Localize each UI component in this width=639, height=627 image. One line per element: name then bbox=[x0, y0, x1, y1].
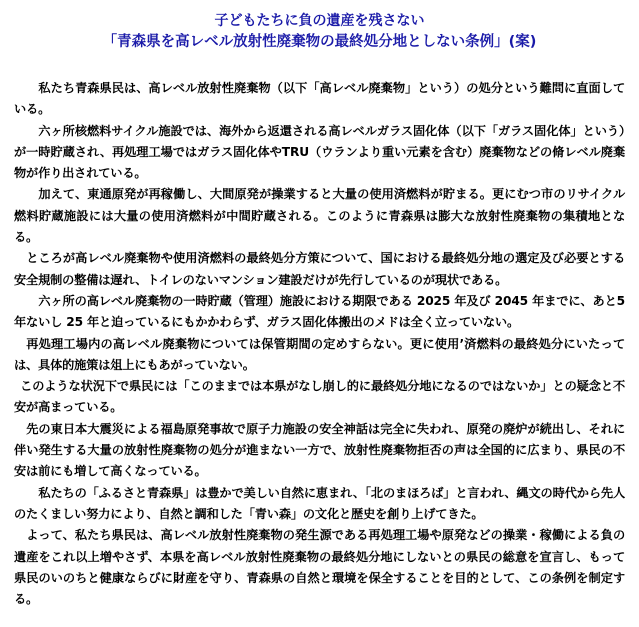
paragraph-9: 私たちの「ふるさと青森県」は豊かで美しい自然に恵まれ、「北のまほろば」と言われ、縄文の時代から先人のたくましい努力により、自然と調和した「青い森」の文化と歴史を創り上げてきた。 bbox=[14, 485, 625, 521]
paragraph-1: 私たち青森県民は、高レベル放射性廃棄物（以下「高レベル廃棄物」という）の処分という難問に直面している。 bbox=[14, 81, 625, 117]
document-subtitle: 子どもたちに負の遺産を残さない bbox=[214, 13, 425, 29]
paragraph-5: 六ヶ所の高レベル廃棄物の一時貯蔵（管理）施設における期限である 2025 年及び 2045 年までに、あと5年ないし 25 年と迫っているにもかかわらず、ガラス固化体搬出のメドは全く立っていない。 bbox=[14, 293, 625, 330]
document-title: 「青森県を高レベル放射性廃棄物の最終処分地としない条例」(案) bbox=[102, 34, 537, 50]
title-block bbox=[14, 12, 625, 52]
paragraph-7: このような状況下で県民には「このままでは本県がなし崩し的に最終処分地になるのではないか」との疑念と不安が高まっている。 bbox=[14, 379, 625, 415]
paragraph-2: 六ヶ所核燃料サイクル施設では、海外から返還される高レベルガラス固化体（以下「ガラス固化体」という）が一時貯蔵され、再処理工場ではガラス固化体やTRU（ウランより重い元素を含む）廃棄物などの脩レベル廃棄物が作り出されている。 bbox=[14, 123, 625, 181]
preamble-body bbox=[14, 78, 625, 610]
paragraph-10: よって、私たち県民は、高レベル放射性廃棄物の発生源である再処理工場や原発などの操業・稼働による負の遺産をこれ以上増やさず、本県を高レベル放射性廃棄物の最終処分地にしないとの県民の総意を宣言し、もって県民のいのちと健康ならびに財産を守り、青森県の自然と環境を保全することを目的として、この条例を制定する。 bbox=[14, 528, 625, 607]
paragraph-3: 加えて、東通原発が再稼働し、大間原発が操業すると大量の使用済燃料が貯まる。更にむつ市のリサイクル燃料貯蔵施設には大量の使用済燃料が中間貯蔵される。このように青森県は膨大な放射性廃棄物の集積地となる。 bbox=[14, 187, 625, 245]
paragraph-6: 再処理工場内の高レベル廃棄物については保管期間の定めすらない。更に使用’済燃料の最終処分にいたっては、具体的施策は俎上にもあがっていない。 bbox=[14, 336, 625, 372]
paragraph-4: ところが高レベル廃棄物や使用済燃料の最終処分方策について、国における最終処分地の選定及び必要とする安全規制の整備は遅れ、トイレのないマンション建設だけが先行しているのが現状である。 bbox=[14, 251, 625, 287]
paragraph-8: 先の東日本大震災による福島原発事故で原子力施設の安全神話は完全に失われ、原発の廃炉が続出し、それに伴い発生する大量の放射性廃棄物の処分が進まない一方で、放射性廃棄物拒否の声は全国的に広まり、県民の不安は前にも増して高くなっている。 bbox=[14, 421, 625, 479]
